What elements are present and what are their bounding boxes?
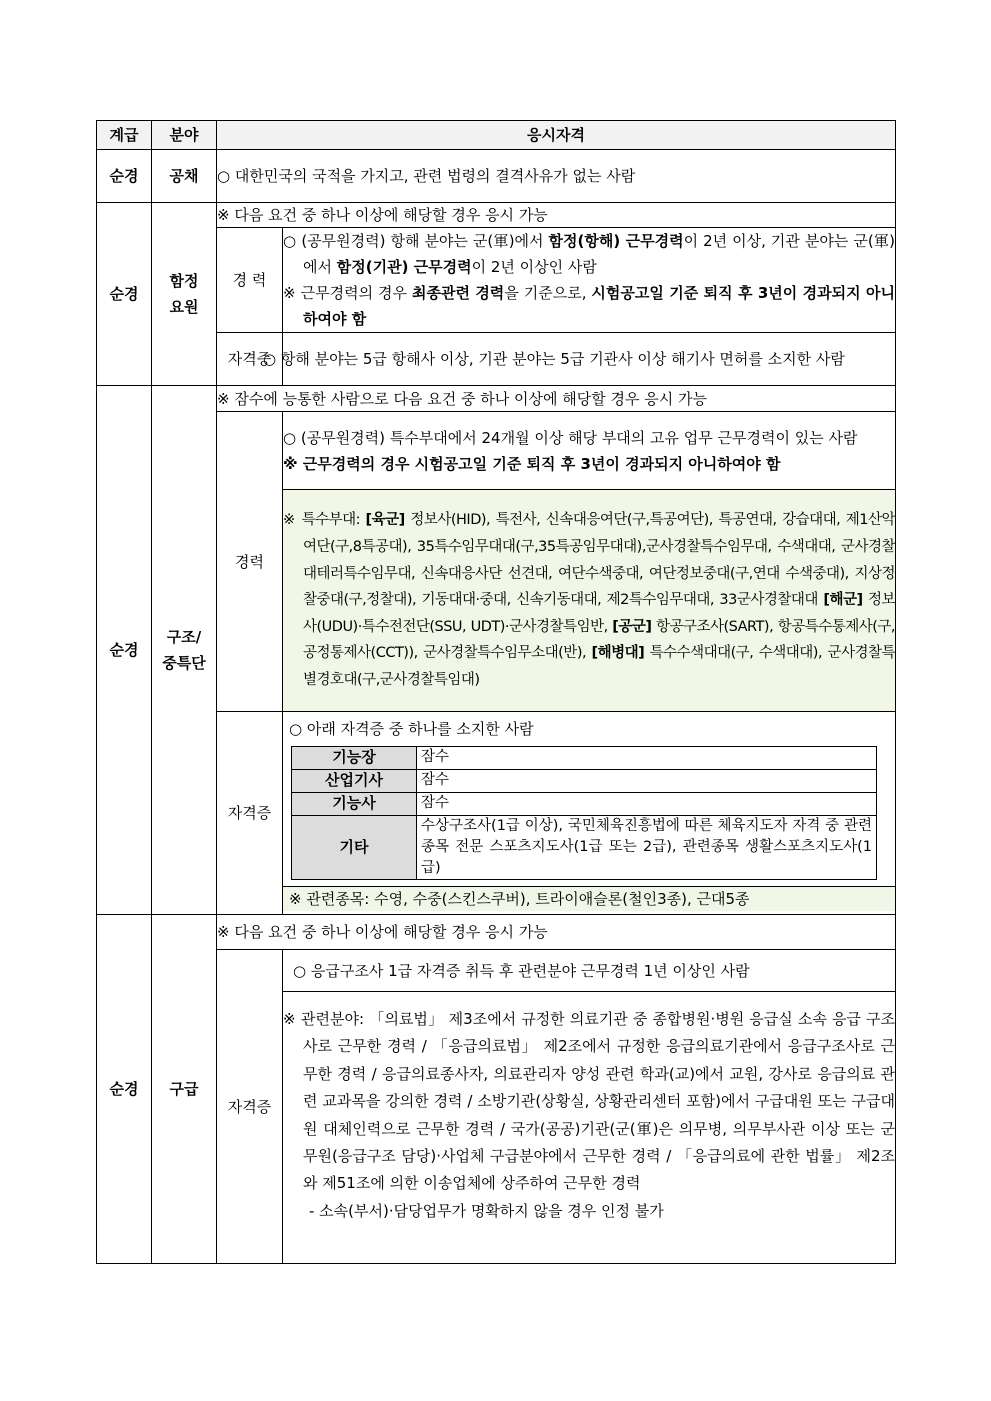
row1-qualification: ○ 대한민국의 국적을 가지고, 관련 법령의 결격사유가 없는 사람: [217, 150, 896, 203]
cert-row: [292, 815, 877, 879]
header-grade: 계급: [97, 121, 152, 150]
row3-cert-intro: ○ 아래 자격증 중 하나를 소지한 사람: [289, 719, 534, 738]
cert-row: [292, 792, 877, 815]
row2-career-p1-d: 함정(기관) 근무경력: [336, 258, 472, 276]
row3-cert-row: [97, 712, 896, 915]
row2-grade: 순경: [97, 203, 152, 386]
row1-grade: 순경: [97, 150, 152, 203]
row1-field: 공채: [152, 150, 217, 203]
row4-detail: [283, 992, 896, 1264]
row3-units-a: ※ 특수부대:: [283, 512, 366, 529]
row3-field: [152, 386, 217, 915]
row2-field-label: 함정 요원: [169, 272, 199, 316]
row2-career-p1-a: ○ (공무원경력) 항해 분야는 군(軍)에서: [283, 232, 549, 250]
row3-units-marine: [해병대]: [591, 645, 645, 662]
row4-field: 구급: [152, 915, 217, 1264]
row3-units: [283, 490, 896, 712]
cert-row: [292, 769, 877, 792]
row2-career-p1-b: 함정(항해) 근무경력: [548, 232, 684, 250]
row-public-recruit: [97, 150, 896, 203]
row2-note: ※ 다음 요건 중 하나 이상에 해당할 경우 응시 가능: [217, 203, 896, 228]
main-table: [96, 120, 896, 1264]
row2-note-row: [97, 203, 896, 228]
header-field: 분야: [152, 121, 217, 150]
row4-cert-label: 자격증: [217, 950, 283, 1264]
row4-note-row: [97, 915, 896, 950]
cert-kind: 기타: [292, 815, 417, 879]
row4-p3: - 소속(부서)·담당업무가 명확하지 않을 경우 인정 불가: [309, 1201, 664, 1220]
row3-units-text: [283, 507, 895, 693]
row3-note: ※ 잠수에 능통한 사람으로 다음 요건 중 하나 이상에 해당할 경우 응시 가능: [217, 386, 896, 412]
row3-units-c: 정보사(UDU)·특수전전단(SSU, UDT)·군사경찰특임반,: [303, 592, 895, 635]
row2-cert-text: ○ 항해 분야는 5급 항해사 이상, 기관 분야는 5급 기관사 이상 해기사 면허를 소지한 사람: [283, 333, 896, 386]
row3-units-air: [공군]: [612, 618, 652, 635]
row3-note-row: [97, 386, 896, 412]
row3-cert-cell: [283, 712, 896, 915]
row2-career-p2-c: 을 기준으로,: [504, 284, 592, 302]
row4-note: ※ 다음 요건 중 하나 이상에 해당할 경우 응시 가능: [217, 915, 896, 950]
row3-units-army: [육군]: [365, 512, 405, 529]
row4-p2: ※ 관련분야: 「의료법」 제3조에서 규정한 의료기관 중 종합병원·병원 응급실 소속 응급 구조사로 근무한 경력 / 「응급의료법」 제2조에서 규정한 응급의료기관에서 응급구조사로 근무한 경력 / 응급의료종사자, 의료관리자 양성 관련 학과(교)에서 교원, 강사로 응급의료 관련 교과목을 강의한 경력 / 소방기관(상황실, 상황관리센터 포함)에서 구급대원 또는 구급대원 대체인력으로 근무한 경력 / 국가(공공)기관(군(軍)은 의무병, 의무부사관 이상 또는 군무원(응급구조 담당)·사업체 구급분야에서 근무한 경력 / 「응급의료에 관한 법률」 제2조와 제51조에 의한 이송업체에 상주하여 근무한 경력: [283, 1010, 895, 1193]
row3-career-label: 경력: [217, 412, 283, 712]
row2-cert-row: [97, 333, 896, 386]
cert-value: 잠수: [417, 769, 877, 792]
row2-career-row: [97, 228, 896, 333]
row2-career-text: [283, 228, 896, 333]
row4-p1: ○ 응급구조사 1급 자격증 취득 후 관련분야 근무경력 1년 이상인 사람: [283, 950, 896, 992]
row2-career-p2-b: 최종관련 경력: [411, 284, 505, 302]
row4-grade: 순경: [97, 915, 152, 1264]
row2-career-p1-e: 이 2년 이상인 사람: [471, 258, 597, 276]
cert-value: 수상구조사(1급 이상), 국민체육진흥법에 따른 체육지도자 자격 중 관련종목 전문 스포츠지도사(1급 또는 2급), 관련종목 생활스포츠지도사(1급): [417, 815, 877, 879]
row2-cert-label: 자격증: [217, 333, 283, 386]
row4-p1-row: [97, 950, 896, 992]
row3-career-text: [283, 412, 896, 490]
row3-units-b: 정보사(HID), 특전사, 신속대응여단(구,특공여단), 특공연대, 강습대대, 제1산악여단(구,8특공대), 35특수임무대대(구,35특공임무대대),군사경찰특수임무대, 수색대대, 군사경찰 대테러특수임무대, 신속대응사단 선견대, 여단수색중대, 여단정보중대(구,연대 수색중대), 지상정찰중대(구,정찰대), 기동대대·중대, 신속기동대대, 제2특수임무대대, 33군사경찰대대: [303, 512, 896, 609]
row3-career-row-a: [97, 412, 896, 490]
row3-sports: ※ 관련종목: 수영, 수중(스킨스쿠버), 트라이애슬론(철인3종), 근대5종: [283, 886, 895, 911]
cert-list-table: [291, 746, 877, 880]
row3-field-label: 구조/ 중특단: [162, 628, 206, 672]
cert-kind: 기능사: [292, 792, 417, 815]
cert-kind: 산업기사: [292, 769, 417, 792]
cert-row: [292, 746, 877, 769]
row2-career-p1-c: 이 2년 이상, 기관 분야는 군(軍)에서: [303, 232, 895, 276]
row3-units-d: 항공구조사(SART), 항공특수통제사(구, 공정통제사(CCT)), 군사경찰특수임무소대(반),: [303, 618, 895, 662]
cert-value: 잠수: [417, 792, 877, 815]
row2-career-p1: [283, 228, 895, 280]
qualification-table: [96, 120, 895, 1264]
row2-career-p2-a: ※ 근무경력의 경우: [283, 284, 412, 302]
row3-units-e: 특수수색대대(구, 수색대대), 군사경찰특별경호대(구,군사경찰특임대): [303, 645, 895, 688]
row3-cert-label: 자격증: [217, 712, 283, 915]
row3-grade: 순경: [97, 386, 152, 915]
row3-career-p2: ※ 근무경력의 경우 시험공고일 기준 퇴직 후 3년이 경과되지 아니하여야 함: [283, 454, 781, 473]
header-row: [97, 121, 896, 150]
row2-career-p2-d: 시험공고일 기준 퇴직 후 3년이 경과되지 아니하여야 함: [303, 284, 895, 328]
row3-units-navy: [해군]: [823, 592, 863, 609]
row2-field: [152, 203, 217, 386]
row2-career-p2: [283, 280, 895, 332]
cert-kind: 기능장: [292, 746, 417, 769]
header-qualification: 응시자격: [217, 121, 896, 150]
row2-career-label: 경 력: [217, 228, 283, 333]
row3-career-p1: ○ (공무원경력) 특수부대에서 24개월 이상 해당 부대의 고유 업무 근무경력이 있는 사람: [283, 428, 858, 447]
cert-value: 잠수: [417, 746, 877, 769]
